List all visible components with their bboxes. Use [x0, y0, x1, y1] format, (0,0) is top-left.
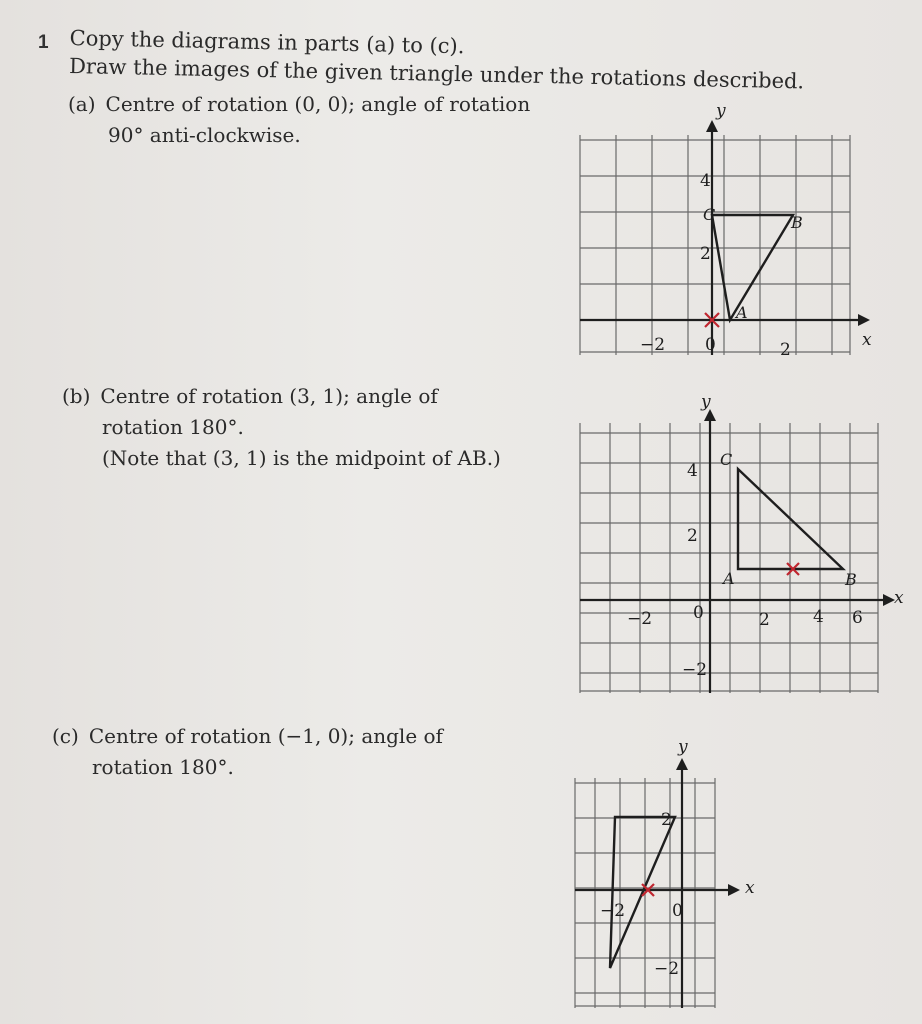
x-tick-b-0: 0 — [693, 603, 704, 623]
y-arrow-a — [706, 120, 718, 132]
y-axis-label-a: y — [716, 101, 726, 121]
y-axis-label-c: y — [678, 738, 688, 757]
x-tick-a-neg2: −2 — [640, 335, 666, 355]
diagram-b — [560, 393, 910, 708]
intro-line-1: Copy the diagrams in parts (a) to (c). — [69, 25, 465, 59]
part-c-line-1: Centre of rotation (−1, 0); angle of — [88, 724, 443, 748]
y-tick-a-2: 2 — [700, 244, 711, 264]
x-tick-a-0: 0 — [705, 335, 716, 355]
x-axis-label-a: x — [862, 330, 872, 350]
point-label-a-C: C — [703, 205, 716, 224]
x-arrow-a — [858, 314, 870, 326]
y-tick-b-2: 2 — [687, 526, 698, 546]
part-b-line-2: rotation 180°. — [102, 415, 244, 439]
intro-line-2: Draw the images of the given triangle under the rotations described. — [68, 53, 805, 94]
part-c-text — [52, 721, 443, 783]
part-b-line-1: Centre of rotation (3, 1); angle of — [100, 384, 438, 408]
part-b-line-3: (Note that (3, 1) is the midpoint of AB.) — [102, 446, 501, 470]
part-b-text — [62, 381, 501, 474]
y-axis-label-b: y — [701, 393, 711, 412]
x-tick-b-6: 6 — [852, 608, 863, 628]
part-a-text — [68, 89, 530, 151]
question-number: 1 — [38, 32, 49, 53]
point-label-a-B: B — [791, 213, 803, 232]
part-c-label: (c) — [52, 724, 79, 748]
diagram-a — [540, 100, 880, 380]
x-arrow-c — [728, 884, 740, 896]
y-arrow-c — [676, 758, 688, 770]
y-tick-b-neg2: −2 — [682, 660, 708, 680]
part-c-line-2: rotation 180°. — [92, 755, 234, 779]
part-b-label: (b) — [62, 384, 91, 408]
part-a-line-1: Centre of rotation (0, 0); angle of rotation — [105, 92, 531, 116]
point-label-a-A: A — [736, 303, 748, 322]
x-tick-c-0: 0 — [672, 901, 683, 921]
x-tick-b-2: 2 — [759, 610, 770, 630]
y-tick-b-4: 4 — [687, 461, 698, 481]
x-tick-a-2: 2 — [780, 340, 791, 360]
x-tick-b-neg2: −2 — [627, 609, 653, 629]
point-label-b-A: A — [723, 569, 735, 588]
point-label-b-C: C — [720, 450, 733, 469]
point-label-b-B: B — [845, 570, 857, 589]
part-a-label: (a) — [68, 92, 96, 116]
x-axis-label-b: x — [894, 588, 904, 608]
x-tick-c-neg2: −2 — [600, 901, 626, 921]
x-tick-b-4: 4 — [813, 607, 824, 627]
y-tick-c-2: 2 — [661, 810, 672, 830]
diagram-c — [560, 738, 810, 1018]
y-tick-a-4: 4 — [700, 171, 711, 191]
part-a-line-2: 90° anti-clockwise. — [108, 123, 301, 147]
y-tick-c-neg2: −2 — [654, 959, 680, 979]
x-axis-label-c: x — [745, 878, 755, 898]
